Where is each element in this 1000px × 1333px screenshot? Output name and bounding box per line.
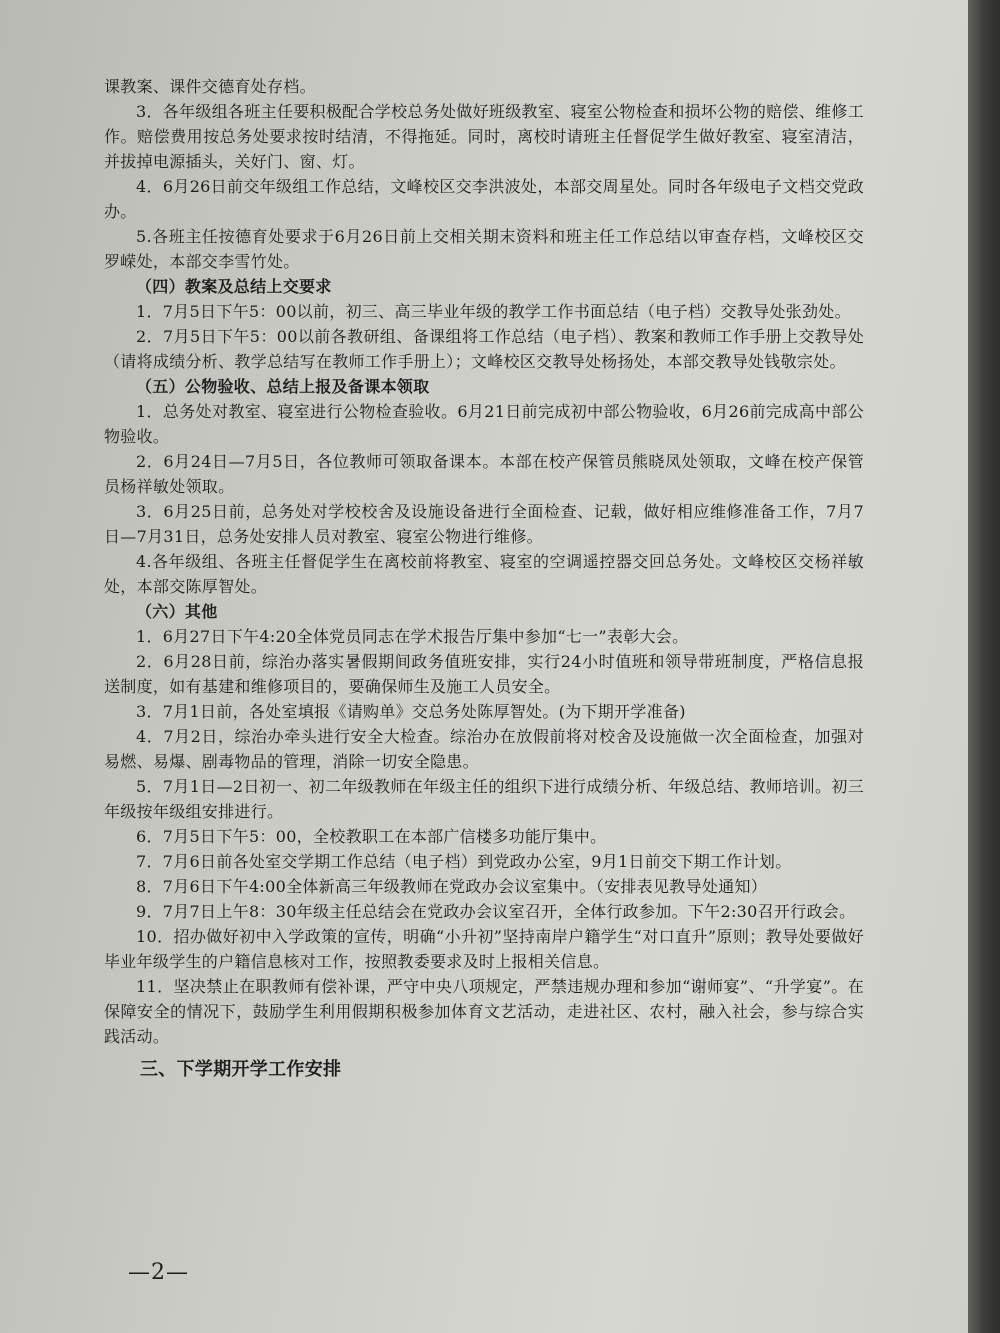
paragraph: 3．7月1日前，各处室填报《请购单》交总务处陈厚智处。(为下期开学准备) [136,702,686,721]
document-body [104,74,864,1085]
paragraph: 1．7月5日下午5：00以前，初三、高三毕业年级的教学工作书面总结（电子档）交教导处张劲处。 [136,302,851,321]
paragraph: 2．6月28日前，综治办落实暑假期间政务值班安排，实行24小时值班和领导带班制度，严格信息报送制度，如有基建和维修项目的，要确保师生及施工人员安全。 [104,652,864,696]
paragraph: 课教案、课件交德育处存档。 [104,77,316,96]
page-number: —2— [128,1260,189,1285]
paragraph: 7．7月6日前各处室交学期工作总结（电子档）到党政办公室，9月1日前交下期工作计划。 [136,852,792,871]
section-heading: 三、下学期开学工作安排 [140,1059,342,1080]
paragraph: 4．7月2日，综治办牵头进行安全大检查。综治办在放假前将对校舍及设施做一次全面检查，加强对易燃、易爆、剧毒物品的管理，消除一切安全隐患。 [104,727,864,771]
subheading-5: （五）公物验收、总结上报及备课本领取 [136,377,430,396]
paragraph: 4．6月26日前交年级组工作总结，文峰校区交李洪波处，本部交周星处。同时各年级电子文档交党政办。 [104,177,864,221]
subheading-6: （六）其他 [136,602,218,621]
paragraph: 5．7月1日—2日初一、初二年级教师在年级主任的组织下进行成绩分析、年级总结、教师培训。初三年级按年级组安排进行。 [104,777,864,821]
paragraph: 10．招办做好初中入学政策的宣传，明确“小升初”坚持南岸户籍学生“对口直升”原则；教导处要做好毕业年级学生的户籍信息核对工作，按照教委要求及时上报相关信息。 [104,927,864,971]
paragraph: 9．7月7日上午8：30年级主任总结会在党政办会议室召开，全体行政参加。下午2:30召开行政会。 [136,902,856,921]
paragraph: 1．总务处对教室、寝室进行公物检查验收。6月21日前完成初中部公物验收，6月26前完成高中部公物验收。 [104,402,864,446]
paragraph: 11．坚决禁止在职教师有偿补课，严守中央八项规定，严禁违规办理和参加“谢师宴”、“升学宴”。在保障安全的情况下，鼓励学生利用假期积极参加体育文艺活动，走进社区、农村，融入社会，参与综合实践活动。 [104,977,864,1046]
paragraph: 3．6月25日前，总务处对学校校舍及设施设备进行全面检查、记载，做好相应维修准备工作，7月7日—7月31日，总务处安排人员对教室、寝室公物进行维修。 [104,502,864,546]
paragraph: 3．各年级组各班主任要积极配合学校总务处做好班级教室、寝室公物检查和损坏公物的赔偿、维修工作。赔偿费用按总务处要求按时结清，不得拖延。同时，离校时请班主任督促学生做好教室、寝室清洁，并拔掉电源插头，关好门、窗、灯。 [104,102,864,171]
paragraph: 2．6月24日—7月5日，各位教师可领取备课本。本部在校产保管员熊晓凤处领取，文峰在校产保管员杨祥敏处领取。 [104,452,864,496]
paragraph: 1．6月27日下午4:20全体党员同志在学术报告厅集中参加“七一”表彰大会。 [136,627,689,646]
paragraph: 5.各班主任按德育处要求于6月26日前上交相关期末资料和班主任工作总结以审查存档，文峰校区交罗嵘处，本部交李雪竹处。 [104,227,864,271]
paragraph: 8．7月6日下午4:00全体新高三年级教师在党政办会议室集中。（安排表见教导处通知） [136,877,768,896]
paragraph: 6．7月5日下午5：00，全校教职工在本部广信楼多功能厅集中。 [136,827,607,846]
paragraph: 4.各年级组、各班主任督促学生在离校前将教室、寝室的空调遥控器交回总务处。文峰校区交杨祥敏处，本部交陈厚智处。 [104,552,864,596]
subheading-4: （四）教案及总结上交要求 [136,277,332,296]
paragraph: 2．7月5日下午5：00以前各教研组、备课组将工作总结（电子档）、教案和教师工作手册上交教导处（请将成绩分析、教学总结写在教师工作手册上）；文峰校区交教导处杨扬处，本部交教导处钱敬宗处。 [104,327,864,371]
